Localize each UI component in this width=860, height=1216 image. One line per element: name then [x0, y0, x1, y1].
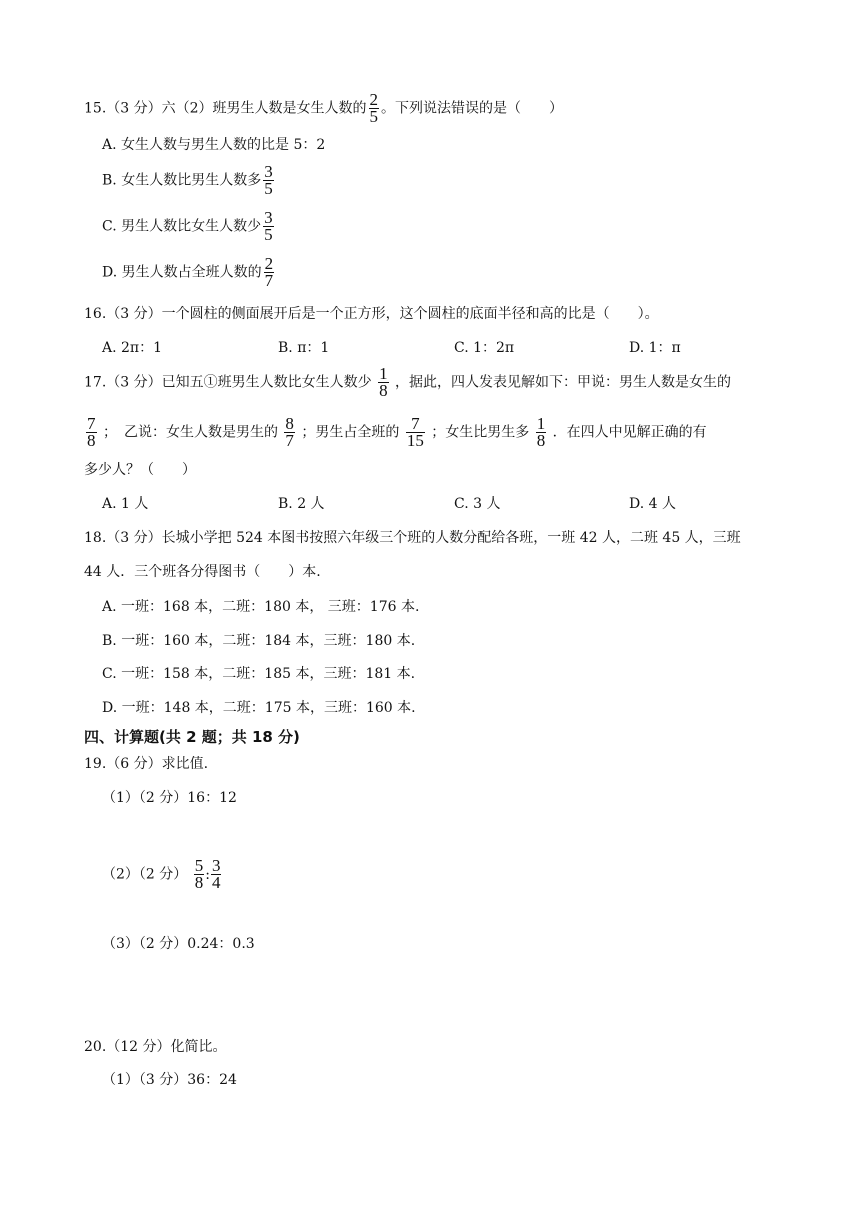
q19-part1: （1）（2 分）16：12 [102, 790, 237, 806]
q17-option-b: B. 2 人 [278, 496, 325, 512]
q15-stem [84, 92, 563, 125]
q18-option-b: B. 一班：160 本，二班：184 本，三班：180 本. [102, 633, 416, 649]
q19-part2: （2）（2 分） $\frac{5}{8}$ : $\frac{3}{4}$ [102, 856, 221, 892]
q16-option-b: B. π：1 [278, 340, 330, 356]
q17-stem-line3: 多少人？（ ） [84, 462, 196, 478]
q15-stem-post: 。下列说法错误的是（ ） [381, 100, 564, 117]
q18-option-c: C. 一班：158 本，二班：185 本，三班：181 本. [102, 666, 416, 682]
q17-stem-line1: 17.（3 分）已知五①班男生人数比女生人数少 $\frac{1}{8}$ ，据此，四人发表见解如下：甲说：男生人数是女生的 [84, 364, 732, 400]
fraction: $\frac{7}{15}$ [406, 414, 424, 450]
q15-option-c: C. 男生人数比女生人数少 $\frac{3}{5}$ [102, 208, 273, 244]
fraction: $\frac{5}{8}$ [194, 856, 204, 892]
fraction: $\frac{1}{8}$ [379, 364, 388, 400]
q17-option-c: C. 3 人 [454, 496, 501, 512]
fraction: $\frac{3}{5}$ [264, 162, 273, 198]
fraction: $\frac{7}{8}$ [87, 414, 96, 450]
q20-stem: 20.（12 分）化简比。 [84, 1039, 227, 1055]
fraction: $\frac{2}{7}$ [264, 254, 274, 290]
fraction: $\frac{2}{5}$ [369, 90, 379, 126]
q15-option-b: B. 女生人数比男生人数多 $\frac{3}{5}$ [102, 162, 273, 198]
q18-stem-line1: 18.（3 分）长城小学把 524 本图书按照六年级三个班的人数分配给各班，一班 42 人，二班 45 人，三班 [84, 530, 741, 546]
q19-part3: （3）（2 分）0.24：0.3 [102, 936, 255, 952]
q18-option-d: D. 一班：148 本，二班：175 本，三班：160 本. [102, 700, 416, 716]
q15-stem-pre: 15.（3 分）六（2）班男生人数是女生人数的 [84, 100, 367, 117]
q18-stem-line2: 44 人．三个班各分得图书（ ）本. [84, 564, 321, 580]
q18-option-a: A. 一班：168 本，二班：180 本， 三班：176 本. [102, 599, 420, 615]
q15-option-d: D. 男生人数占全班人数的 $\frac{2}{7}$ [102, 254, 274, 290]
q16-stem: 16.（3 分）一个圆柱的侧面展开后是一个正方形，这个圆柱的底面半径和高的比是（ ）。 [84, 306, 659, 322]
q15-option-a: A. 女生人数与男生人数的比是 5：2 [102, 137, 326, 153]
q19-stem: 19.（6 分）求比值. [84, 756, 209, 772]
q17-option-a: A. 1 人 [102, 496, 149, 512]
fraction: $\frac{3}{5}$ [264, 208, 273, 244]
q17-stem-line2: $\frac{7}{8}$ ； 乙说：女生人数是男生的 $\frac{8}{7}$ ；男生占全班的 $\frac{7}{15}$ ；女生比男生多 $\frac{1}{8}$ ．在四人中见解正确的有 [87, 414, 707, 450]
fraction: $\frac{3}{4}$ [211, 856, 221, 892]
section-heading: 四、计算题(共 2 题；共 18 分) [84, 728, 300, 746]
q16-option-a: A. 2π：1 [102, 340, 163, 356]
q20-part1: （1）（3 分）36：24 [102, 1072, 237, 1088]
fraction: $\frac{1}{8}$ [536, 414, 546, 450]
q16-option-c: C. 1：2π [454, 340, 515, 356]
q17-option-d: D. 4 人 [629, 496, 676, 512]
fraction: $\frac{8}{7}$ [285, 414, 294, 450]
q16-option-d: D. 1：π [629, 340, 681, 356]
